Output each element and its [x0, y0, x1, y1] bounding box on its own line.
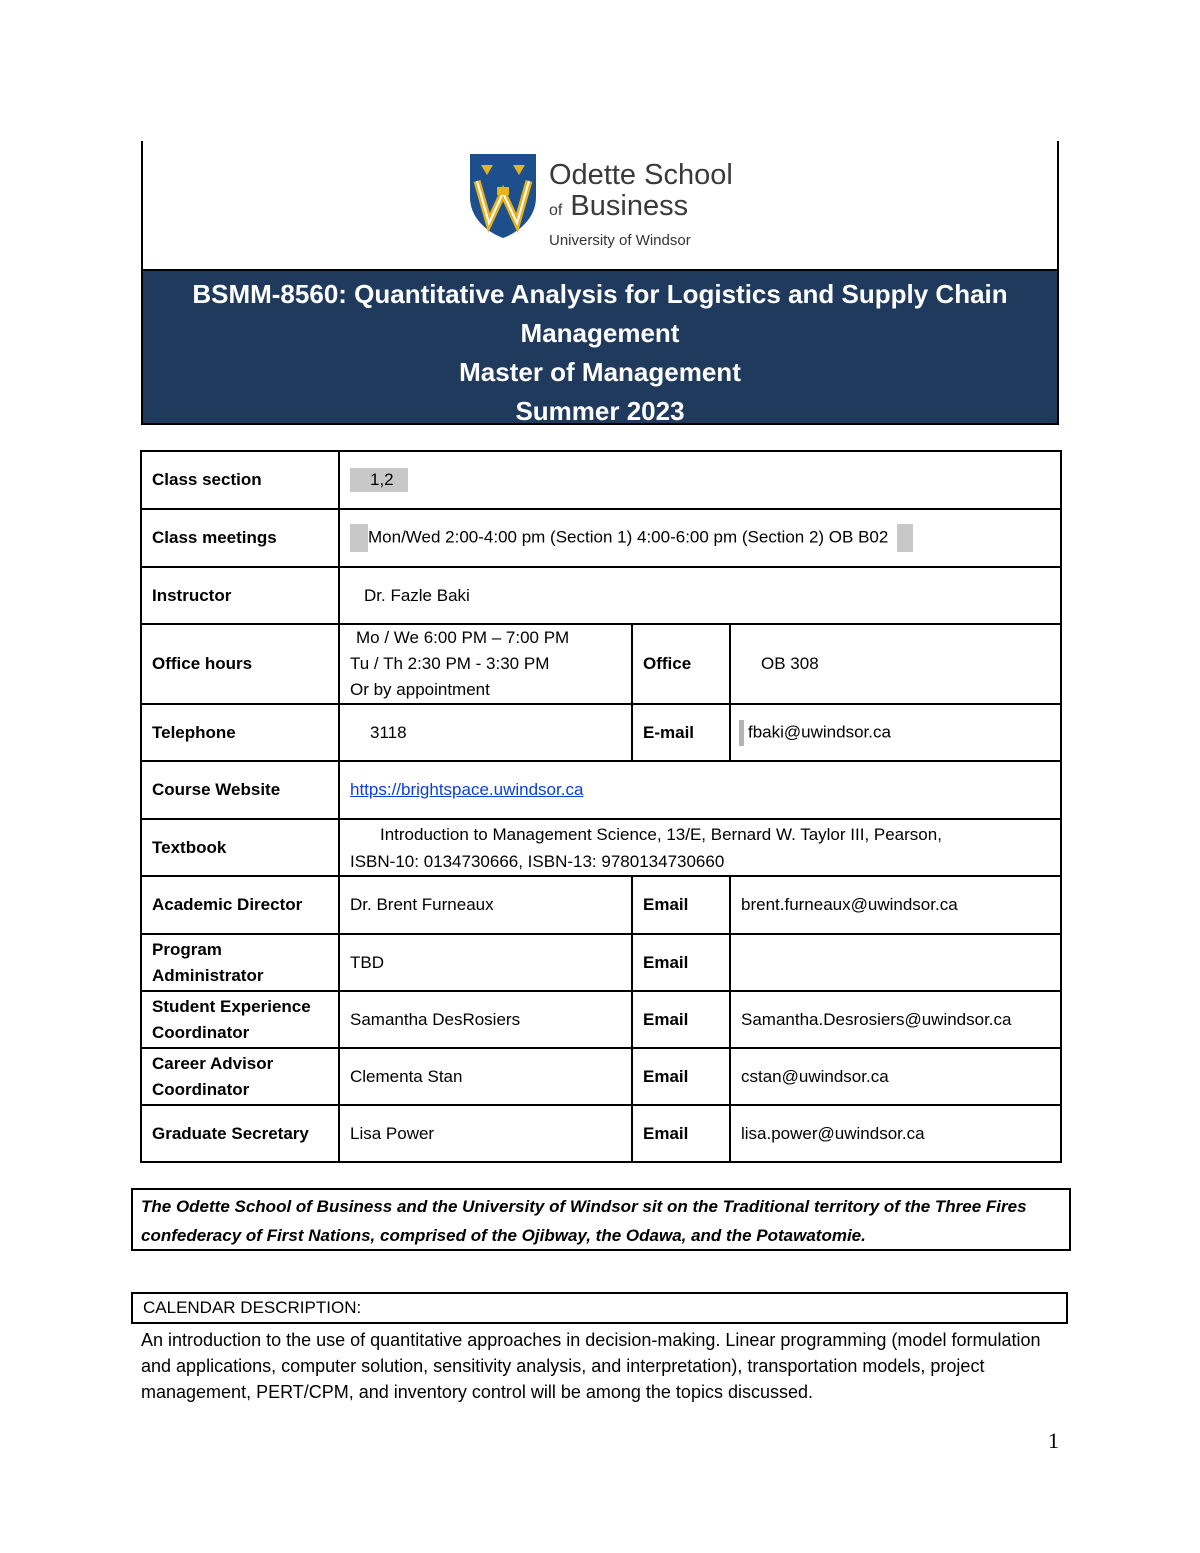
table-row: [141, 509, 1061, 567]
contact-name: TBD: [339, 934, 632, 991]
table-row: [141, 991, 1061, 1048]
office-hours-label: Office hours: [141, 624, 339, 704]
office-value: OB 308: [730, 624, 1061, 704]
contact-name: Lisa Power: [339, 1105, 632, 1162]
office-hours-cell: [339, 624, 632, 704]
class-section-cell: [339, 451, 1061, 509]
contact-email[interactable]: brent.furneaux@uwindsor.ca: [730, 876, 1061, 934]
course-website-cell: [339, 761, 1061, 819]
class-section-value: 1,2: [350, 468, 408, 492]
office-label: Office: [632, 624, 730, 704]
contact-email-label: Email: [632, 934, 730, 991]
contact-email-label: Email: [632, 991, 730, 1048]
contact-name: Samantha DesRosiers: [339, 991, 632, 1048]
logo-of: of: [549, 202, 563, 219]
course-website-link[interactable]: https://brightspace.uwindsor.ca: [350, 780, 584, 799]
contact-name: Clementa Stan: [339, 1048, 632, 1105]
logo-line-3: University of Windsor: [549, 232, 691, 249]
office-hours-line-3: Or by appointment: [350, 680, 490, 699]
contact-email[interactable]: [730, 934, 1061, 991]
logo-business: Business: [570, 190, 689, 222]
contact-role: Career Advisor Coordinator: [141, 1048, 339, 1105]
logo-line-2: [549, 191, 733, 226]
contact-email[interactable]: cstan@uwindsor.ca: [730, 1048, 1061, 1105]
contact-email[interactable]: Samantha.Desrosiers@uwindsor.ca: [730, 991, 1061, 1048]
office-hours-line-1: Mo / We 6:00 PM – 7:00 PM: [356, 628, 570, 647]
table-row: [141, 761, 1061, 819]
table-row: [141, 1048, 1061, 1105]
school-logo: [469, 147, 769, 259]
contact-email[interactable]: lisa.power@uwindsor.ca: [730, 1105, 1061, 1162]
shield-crest-icon: [469, 153, 537, 239]
class-meetings-value: Mon/Wed 2:00-4:00 pm (Section 1) 4:00-6:00 pm (Section 2) OB B02: [368, 527, 889, 547]
contact-role: Student Experience Coordinator: [141, 991, 339, 1048]
logo-wordmark: [549, 159, 733, 249]
table-row: [141, 624, 1061, 704]
contact-role: Program Administrator: [141, 934, 339, 991]
contact-email-label: Email: [632, 1105, 730, 1162]
telephone-label: Telephone: [141, 704, 339, 761]
textbook-line-1: Introduction to Management Science, 13/E, Bernard W. Taylor III, Pearson,: [380, 824, 942, 844]
textbook-cell: [339, 819, 1061, 876]
calendar-description-body: An introduction to the use of quantitative approaches in decision-making. Linear programming (model formulation and applications, computer solution, sensitivity analysis, and interpretation), transportation models, project management, PERT/CPM, and inventory control will be among the topics discussed.: [141, 1330, 1041, 1402]
program-name: Master of Management: [459, 357, 741, 387]
instructor-value: Dr. Fazle Baki: [339, 567, 1061, 624]
course-info-table: [140, 450, 1062, 1163]
highlight-mark: [350, 524, 368, 552]
course-title-line-2: Management: [520, 318, 680, 348]
contact-email-label: Email: [632, 1048, 730, 1105]
contact-role: Graduate Secretary: [141, 1105, 339, 1162]
highlight-mark: [739, 720, 744, 746]
textbook-label: Textbook: [141, 819, 339, 876]
contact-name: Dr. Brent Furneaux: [339, 876, 632, 934]
logo-area: [141, 141, 1059, 269]
instructor-email[interactable]: fbaki@uwindsor.ca: [748, 721, 891, 741]
land-acknowledgment: The Odette School of Business and the University of Windsor sit on the Traditional territory of the Three Fires confederacy of First Nations, comprised of the Ojibway, the Odawa, and the Potawatomie.: [131, 1188, 1071, 1251]
instructor-email-label: E-mail: [632, 704, 730, 761]
page-number: 1: [1048, 1428, 1059, 1453]
table-row: [141, 451, 1061, 509]
logo-line-1: Odette School: [549, 159, 733, 191]
term: Summer 2023: [515, 396, 685, 426]
class-section-label: Class section: [141, 451, 339, 509]
table-row: [141, 819, 1061, 876]
calendar-description-header: CALENDAR DESCRIPTION:: [131, 1292, 1068, 1324]
course-title-line-1: BSMM-8560: Quantitative Analysis for Logistics and Supply Chain: [192, 279, 1008, 309]
office-hours-line-2: Tu / Th 2:30 PM - 3:30 PM: [350, 654, 550, 673]
table-row: [141, 876, 1061, 934]
table-row: [141, 567, 1061, 624]
telephone-value: 3118: [339, 704, 632, 761]
highlight-mark: [897, 524, 913, 552]
instructor-label: Instructor: [141, 567, 339, 624]
table-row: [141, 934, 1061, 991]
contact-email-label: Email: [632, 876, 730, 934]
table-row: [141, 1105, 1061, 1162]
class-meetings-label: Class meetings: [141, 509, 339, 567]
course-title-banner: [141, 269, 1059, 425]
course-website-label: Course Website: [141, 761, 339, 819]
textbook-line-2: ISBN-10: 0134730666, ISBN-13: 9780134730660: [350, 851, 725, 871]
instructor-email-cell: [730, 704, 1061, 761]
class-meetings-cell: [339, 509, 1061, 567]
contact-role: Academic Director: [141, 876, 339, 934]
table-row: [141, 704, 1061, 761]
